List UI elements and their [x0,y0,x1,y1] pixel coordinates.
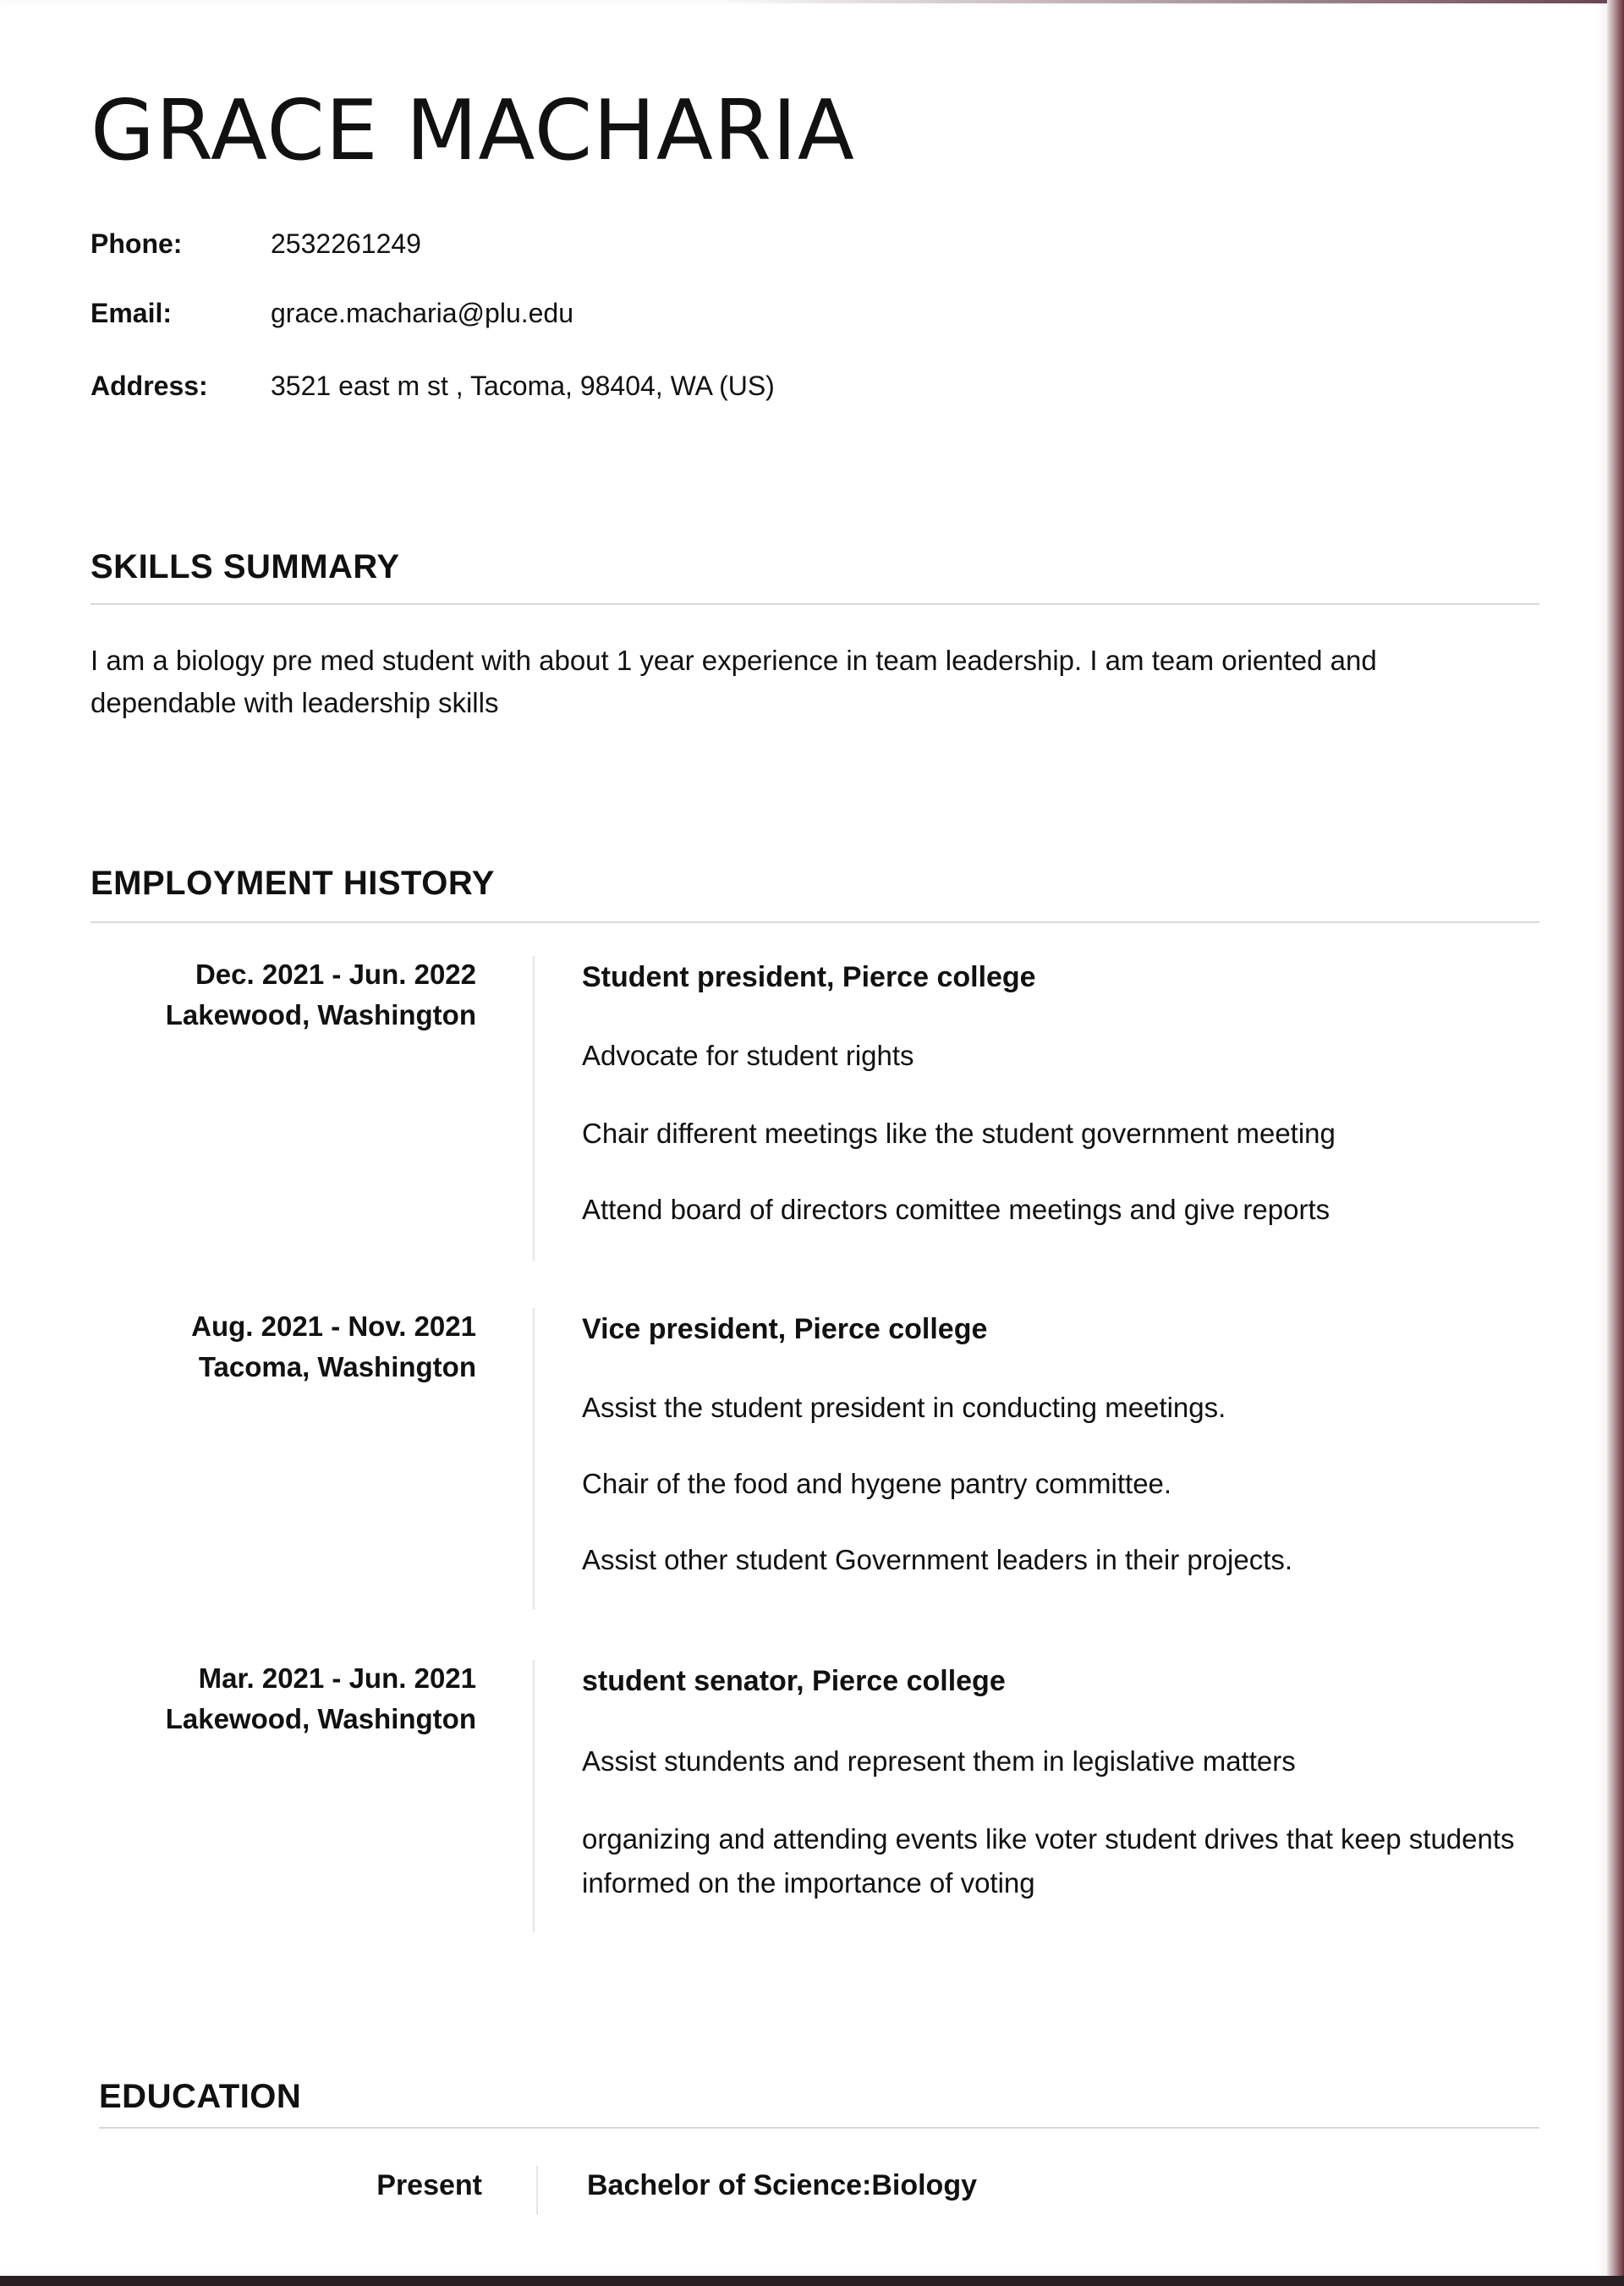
address-label: Address: [91,371,208,401]
job-location: Lakewood, Washington [165,1703,476,1734]
job-duty: Assist stundents and represent them in legislative matters [582,1745,1296,1777]
job-duty: Chair different meetings like the student government meeting [582,1118,1336,1149]
timeline-divider [536,2166,538,2215]
job-title: Vice president, Pierce college [582,1313,988,1345]
job-duty: Advocate for student rights [582,1040,914,1071]
job-dates: Dec. 2021 - Jun. 2022 [195,959,476,990]
email-label: Email: [91,298,173,328]
skills-summary-text: I am a biology pre med student with about 1 year experience in team leadership. I am team oriented and dependable with leadership skills [91,645,1377,718]
timeline-divider [533,1660,535,1932]
education-heading: EDUCATION [99,2078,302,2115]
paper-edge [1607,0,1624,2286]
job-duty: Assist the student president in conducting meetings. [582,1392,1226,1423]
paper-edge [0,2276,1624,2286]
job-location: Lakewood, Washington [165,999,476,1030]
phone-label: Phone: [91,228,183,259]
phone-value: 2532261249 [271,228,421,259]
email-value: grace.macharia@plu.edu [271,298,574,328]
timeline-divider [533,1308,535,1609]
section-divider [99,2127,1539,2129]
job-location: Tacoma, Washington [198,1351,476,1382]
job-title: student senator, Pierce college [582,1665,1006,1697]
job-duty: Chair of the food and hygene pantry committee. [582,1468,1172,1499]
contact-phone-row [91,227,421,261]
job-duty: Assist other student Government leaders in their projects. [582,1544,1293,1575]
education-degree: Bachelor of Science:Biology [587,2169,977,2201]
job-dates: Mar. 2021 - Jun. 2021 [198,1662,476,1694]
section-divider [91,603,1539,605]
candidate-name: GRACE MACHARIA [91,83,855,179]
paper-edge [719,0,1607,3]
education-date: Present [376,2169,482,2201]
job-title: Student president, Pierce college [582,961,1036,993]
job-duty: organizing and attending events like voter student drives that keep students informed on the importance of voting [582,1823,1515,1899]
job-duty: Attend board of directors comittee meetings and give reports [582,1194,1330,1225]
address-value: 3521 east m st , Tacoma, 98404, WA (US) [271,371,775,401]
contact-email-row [91,296,573,330]
skills-summary-heading: SKILLS SUMMARY [91,548,400,585]
employment-history-heading: EMPLOYMENT HISTORY [91,865,495,902]
timeline-divider [533,956,535,1261]
contact-address-row [91,369,775,403]
job-dates: Aug. 2021 - Nov. 2021 [191,1311,476,1342]
section-divider [91,921,1539,923]
